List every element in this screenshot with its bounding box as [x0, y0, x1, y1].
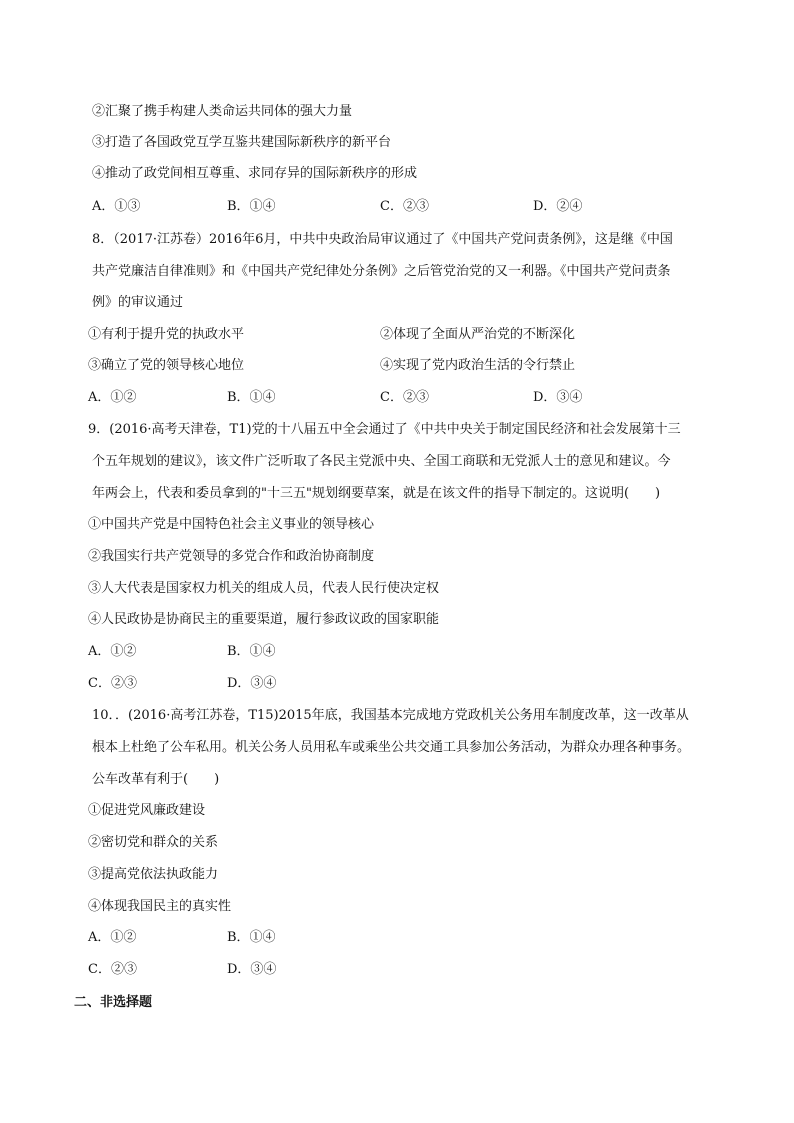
q9-item-4: ④人民政协是协商民主的重要渠道，履行参政议政的国家职能 [88, 612, 440, 627]
q9-stem-line-2: 个五年规划的建议》，该文件广泛听取了各民主党派中央、全国工商联和无党派人士的意见和建议。今 [92, 454, 671, 469]
q7-item-4: ④推动了政党间相互尊重、求同存异的国际新秩序的形成 [92, 166, 418, 181]
q10-option-a: A．①② [88, 930, 137, 945]
q10-item-4: ④体现我国民主的真实性 [88, 899, 232, 914]
q10-option-d: D．③④ [227, 962, 277, 977]
q9-stem-line-1: 9．(2016·高考天津卷，T1)党的十八届五中全会通过了《中共中央关于制定国民经济和社会发展第十三 [88, 422, 681, 437]
q8-stem-line-2: 共产党廉洁自律准则》和《中国共产党纪律处分条例》之后管党治党的又一利器。《中国共产党问责条 [92, 264, 671, 279]
q10-item-2: ②密切党和群众的关系 [88, 835, 219, 850]
section-title: 二、非选择题 [74, 995, 153, 1010]
q7-option-c: C．②③ [380, 199, 429, 214]
q9-option-b: B．①④ [227, 644, 276, 659]
q9-item-2: ②我国实行共产党领导的多党合作和政治协商制度 [88, 549, 375, 564]
q9-option-d: D．③④ [227, 676, 277, 691]
q7-option-d: D．②④ [533, 199, 583, 214]
q8-option-a: A．①② [88, 390, 137, 405]
q7-item-2: ②汇聚了携手构建人类命运共同体的强大力量 [92, 104, 353, 119]
q9-item-3: ③人大代表是国家权力机关的组成人员，代表人民行使决定权 [88, 581, 440, 596]
q10-stem-line-1: 10．．(2016·高考江苏卷，T15)2015年底，我国基本完成地方党政机关公务用车制度改革，这一改革从 [92, 708, 689, 723]
q8-option-b: B．①④ [227, 390, 276, 405]
q9-stem-line-3: 年两会上，代表和委员拿到的"十三五"规划纲要草案，就是在该文件的指导下制定的。这说明( ) [92, 486, 661, 501]
q10-option-c: C．②③ [88, 962, 137, 977]
q10-item-1: ①促进党风廉政建设 [88, 803, 206, 818]
q8-option-c: C．②③ [380, 390, 429, 405]
q7-option-b: B．①④ [227, 199, 276, 214]
q7-option-a: A．①③ [92, 199, 141, 214]
q8-item-2: ②体现了全面从严治党的不断深化 [380, 327, 576, 342]
q10-stem-line-2: 根本上杜绝了公车私用。机关公务人员用私车或乘坐公共交通工具参加公务活动，为群众办理各种事务。 [92, 740, 691, 755]
q10-option-b: B．①④ [227, 930, 276, 945]
q7-item-3: ③打造了各国政党互学互鉴共建国际新秩序的新平台 [92, 135, 392, 150]
q9-option-a: A．①② [88, 644, 137, 659]
q8-stem-line-3: 例》的审议通过 [92, 295, 184, 310]
q8-option-d: D．③④ [533, 390, 583, 405]
q10-stem-line-3: 公车改革有利于( ) [92, 772, 220, 787]
q9-item-1: ①中国共产党是中国特色社会主义事业的领导核心 [88, 517, 375, 532]
q8-stem-line-1: 8．（2017·江苏卷）2016年6月，中共中央政治局审议通过了《中国共产党问责条例》，这是继《中国 [92, 232, 673, 247]
q8-item-4: ④实现了党内政治生活的令行禁止 [380, 358, 576, 373]
q10-item-3: ③提高党依法执政能力 [88, 867, 219, 882]
q9-option-c: C．②③ [88, 676, 137, 691]
q8-item-3: ③确立了党的领导核心地位 [88, 358, 245, 373]
q8-item-1: ①有利于提升党的执政水平 [88, 327, 245, 342]
